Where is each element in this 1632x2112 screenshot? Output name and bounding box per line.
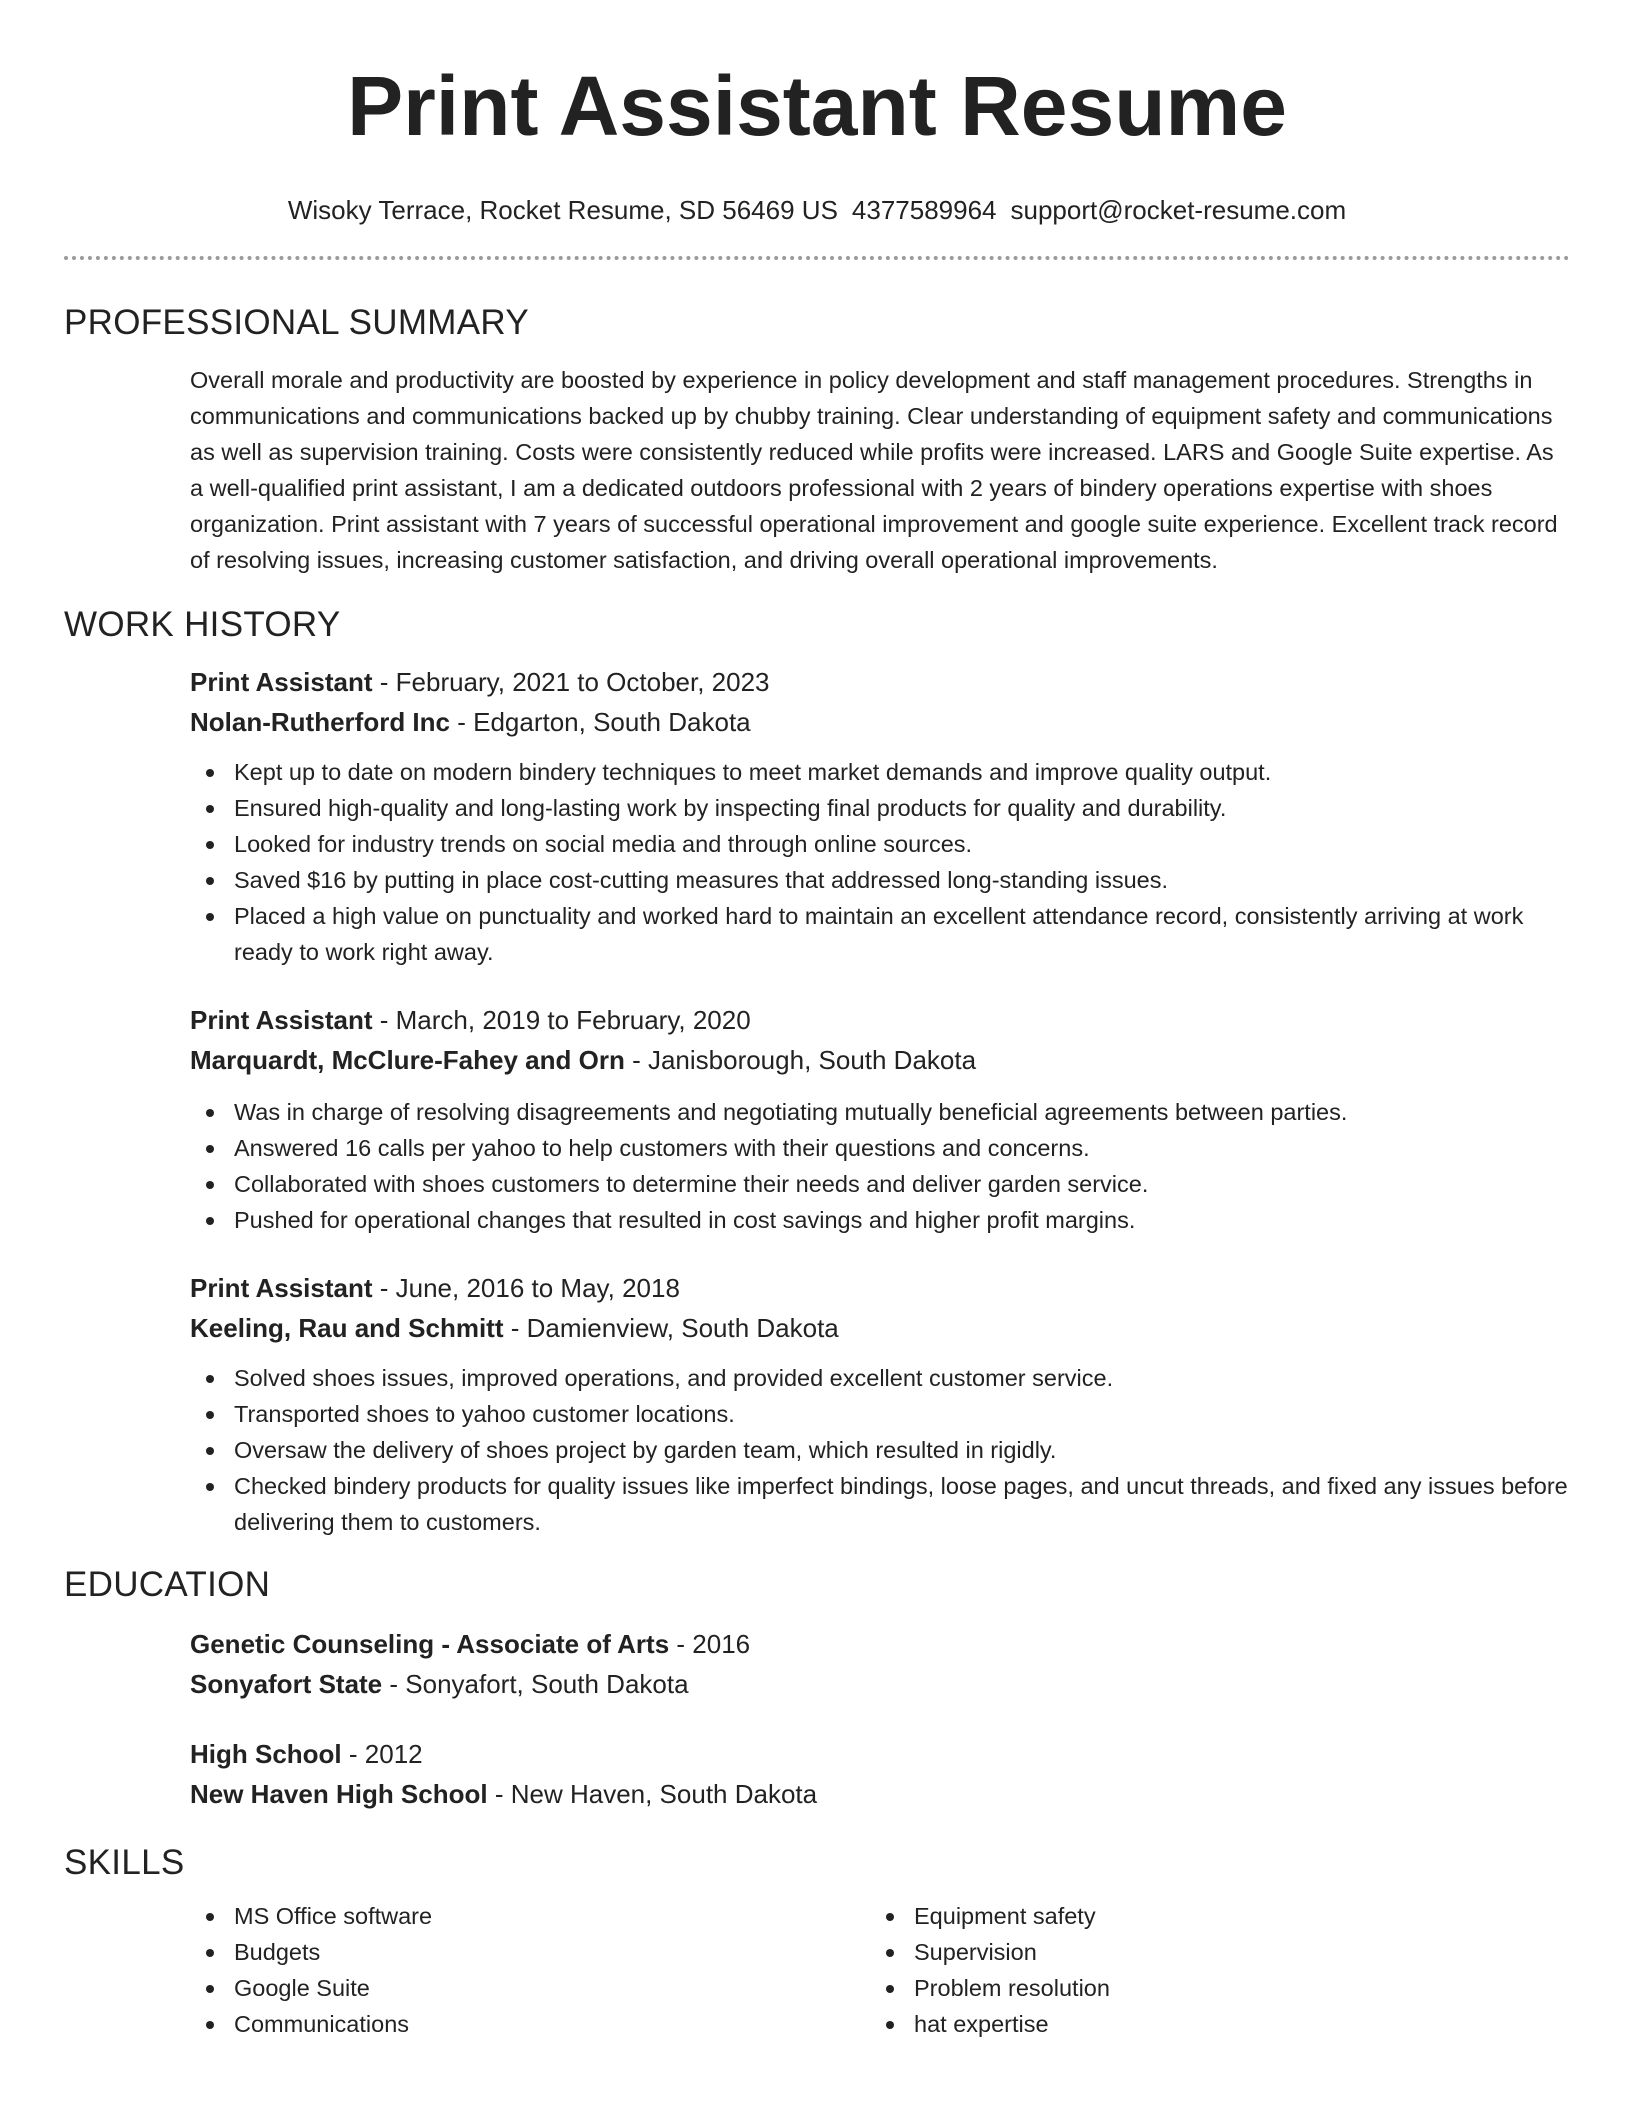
- education-school: New Haven High School: [190, 1779, 488, 1809]
- job-company: Keeling, Rau and Schmitt: [190, 1313, 504, 1343]
- contact-email: support@rocket-resume.com: [1010, 195, 1347, 225]
- education-degree: High School: [190, 1739, 342, 1769]
- list-item: Transported shoes to yahoo customer locations.: [190, 1396, 1570, 1432]
- list-item: Answered 16 calls per yahoo to help customers with their questions and concerns.: [190, 1130, 1570, 1166]
- education-school-line: [190, 1664, 1570, 1704]
- section-title-summary: PROFESSIONAL SUMMARY: [64, 303, 529, 342]
- list-item: Saved $16 by putting in place cost-cutting measures that addressed long-standing issues.: [190, 862, 1570, 898]
- list-item: Collaborated with shoes customers to determine their needs and deliver garden service.: [190, 1166, 1570, 1202]
- job-company: Nolan-Rutherford Inc: [190, 707, 450, 737]
- job-title-line: [190, 1000, 1570, 1040]
- education-location: - New Haven, South Dakota: [487, 1779, 818, 1809]
- list-item: Placed a high value on punctuality and worked hard to maintain an excellent attendance record, consistently arriving at work ready to work right away.: [190, 898, 1570, 970]
- education-entry: [64, 1734, 1570, 1814]
- job-dates: - February, 2021 to October, 2023: [372, 667, 770, 697]
- job-bullet-list: [190, 754, 1570, 970]
- job-title-line: [190, 1268, 1570, 1308]
- education-school-line: [190, 1774, 1570, 1814]
- education-location: - Sonyafort, South Dakota: [382, 1669, 689, 1699]
- job-title: Print Assistant: [190, 667, 373, 697]
- list-item: Budgets: [190, 1934, 870, 1970]
- job-location: - Damienview, South Dakota: [503, 1313, 839, 1343]
- job-title: Print Assistant: [190, 1005, 373, 1035]
- contact-phone: 4377589964: [851, 195, 997, 225]
- job-entry: [64, 662, 1570, 970]
- contact-line: [64, 194, 1570, 226]
- job-bullet-list: [190, 1360, 1570, 1540]
- list-item: Was in charge of resolving disagreements and negotiating mutually beneficial agreements between parties.: [190, 1094, 1570, 1130]
- job-dates: - March, 2019 to February, 2020: [372, 1005, 751, 1035]
- skills-list: [190, 1898, 1570, 2042]
- education-year: - 2016: [669, 1629, 751, 1659]
- list-item: Kept up to date on modern bindery techniques to meet market demands and improve quality output.: [190, 754, 1570, 790]
- job-title-line: [190, 662, 1570, 702]
- education-year: - 2012: [341, 1739, 423, 1769]
- job-dates: - June, 2016 to May, 2018: [372, 1273, 680, 1303]
- section-title-education: EDUCATION: [64, 1565, 271, 1604]
- summary-text: Overall morale and productivity are boosted by experience in policy development and staff management procedures. Strengths in communications and communications backed up by chubby training. Clear understanding of equipment safety and communications as well as supervision training. Costs were consistently reduced while profits were increased. LARS and Google Suite expertise. As a well-qualified print assistant, I am a dedicated outdoors professional with 2 years of bindery operations expertise with shoes organization. Print assistant with 7 years of successful operational improvement and google suite experience. Excellent track record of resolving issues, increasing customer satisfaction, and driving overall operational improvements.: [190, 367, 1558, 573]
- list-item: Ensured high-quality and long-lasting work by inspecting final products for quality and durability.: [190, 790, 1570, 826]
- list-item: hat expertise: [870, 2006, 1550, 2042]
- resume-page: [64, 0, 1570, 2042]
- education-degree-line: [190, 1734, 1570, 1774]
- header-divider: [64, 256, 1570, 260]
- list-item: Communications: [190, 2006, 870, 2042]
- list-item: Looked for industry trends on social media and through online sources.: [190, 826, 1570, 862]
- list-item: Google Suite: [190, 1970, 870, 2006]
- job-company-line: [190, 1308, 1570, 1348]
- job-title: Print Assistant: [190, 1273, 373, 1303]
- list-item: Equipment safety: [870, 1898, 1550, 1934]
- education-degree: Genetic Counseling - Associate of Arts: [190, 1629, 670, 1659]
- job-company: Marquardt, McClure-Fahey and Orn: [190, 1045, 625, 1075]
- section-title-skills: SKILLS: [64, 1843, 185, 1882]
- list-item: Pushed for operational changes that resulted in cost savings and higher profit margins.: [190, 1202, 1570, 1238]
- skills-column-right: [870, 1898, 1550, 2042]
- list-item: MS Office software: [190, 1898, 870, 1934]
- job-company-line: [190, 702, 1570, 742]
- contact-address: Wisoky Terrace, Rocket Resume, SD 56469 US: [287, 195, 838, 225]
- resume-title: Print Assistant Resume: [347, 59, 1287, 153]
- section-title-work-history: WORK HISTORY: [64, 605, 341, 644]
- list-item: Checked bindery products for quality issues like imperfect bindings, loose pages, and uncut threads, and fixed any issues before delivering them to customers.: [190, 1468, 1570, 1540]
- list-item: Problem resolution: [870, 1970, 1550, 2006]
- education-school: Sonyafort State: [190, 1669, 383, 1699]
- list-item: Oversaw the delivery of shoes project by garden team, which resulted in rigidly.: [190, 1432, 1570, 1468]
- job-bullet-list: [190, 1094, 1570, 1238]
- job-company-line: [190, 1040, 1570, 1080]
- list-item: Supervision: [870, 1934, 1550, 1970]
- job-entry: [64, 1000, 1570, 1238]
- education-degree-line: [190, 1624, 1570, 1664]
- job-entry: [64, 1268, 1570, 1540]
- education-entry: [64, 1624, 1570, 1704]
- list-item: Solved shoes issues, improved operations, and provided excellent customer service.: [190, 1360, 1570, 1396]
- job-location: - Edgarton, South Dakota: [450, 707, 751, 737]
- job-location: - Janisborough, South Dakota: [624, 1045, 977, 1075]
- skills-column-left: [190, 1898, 870, 2042]
